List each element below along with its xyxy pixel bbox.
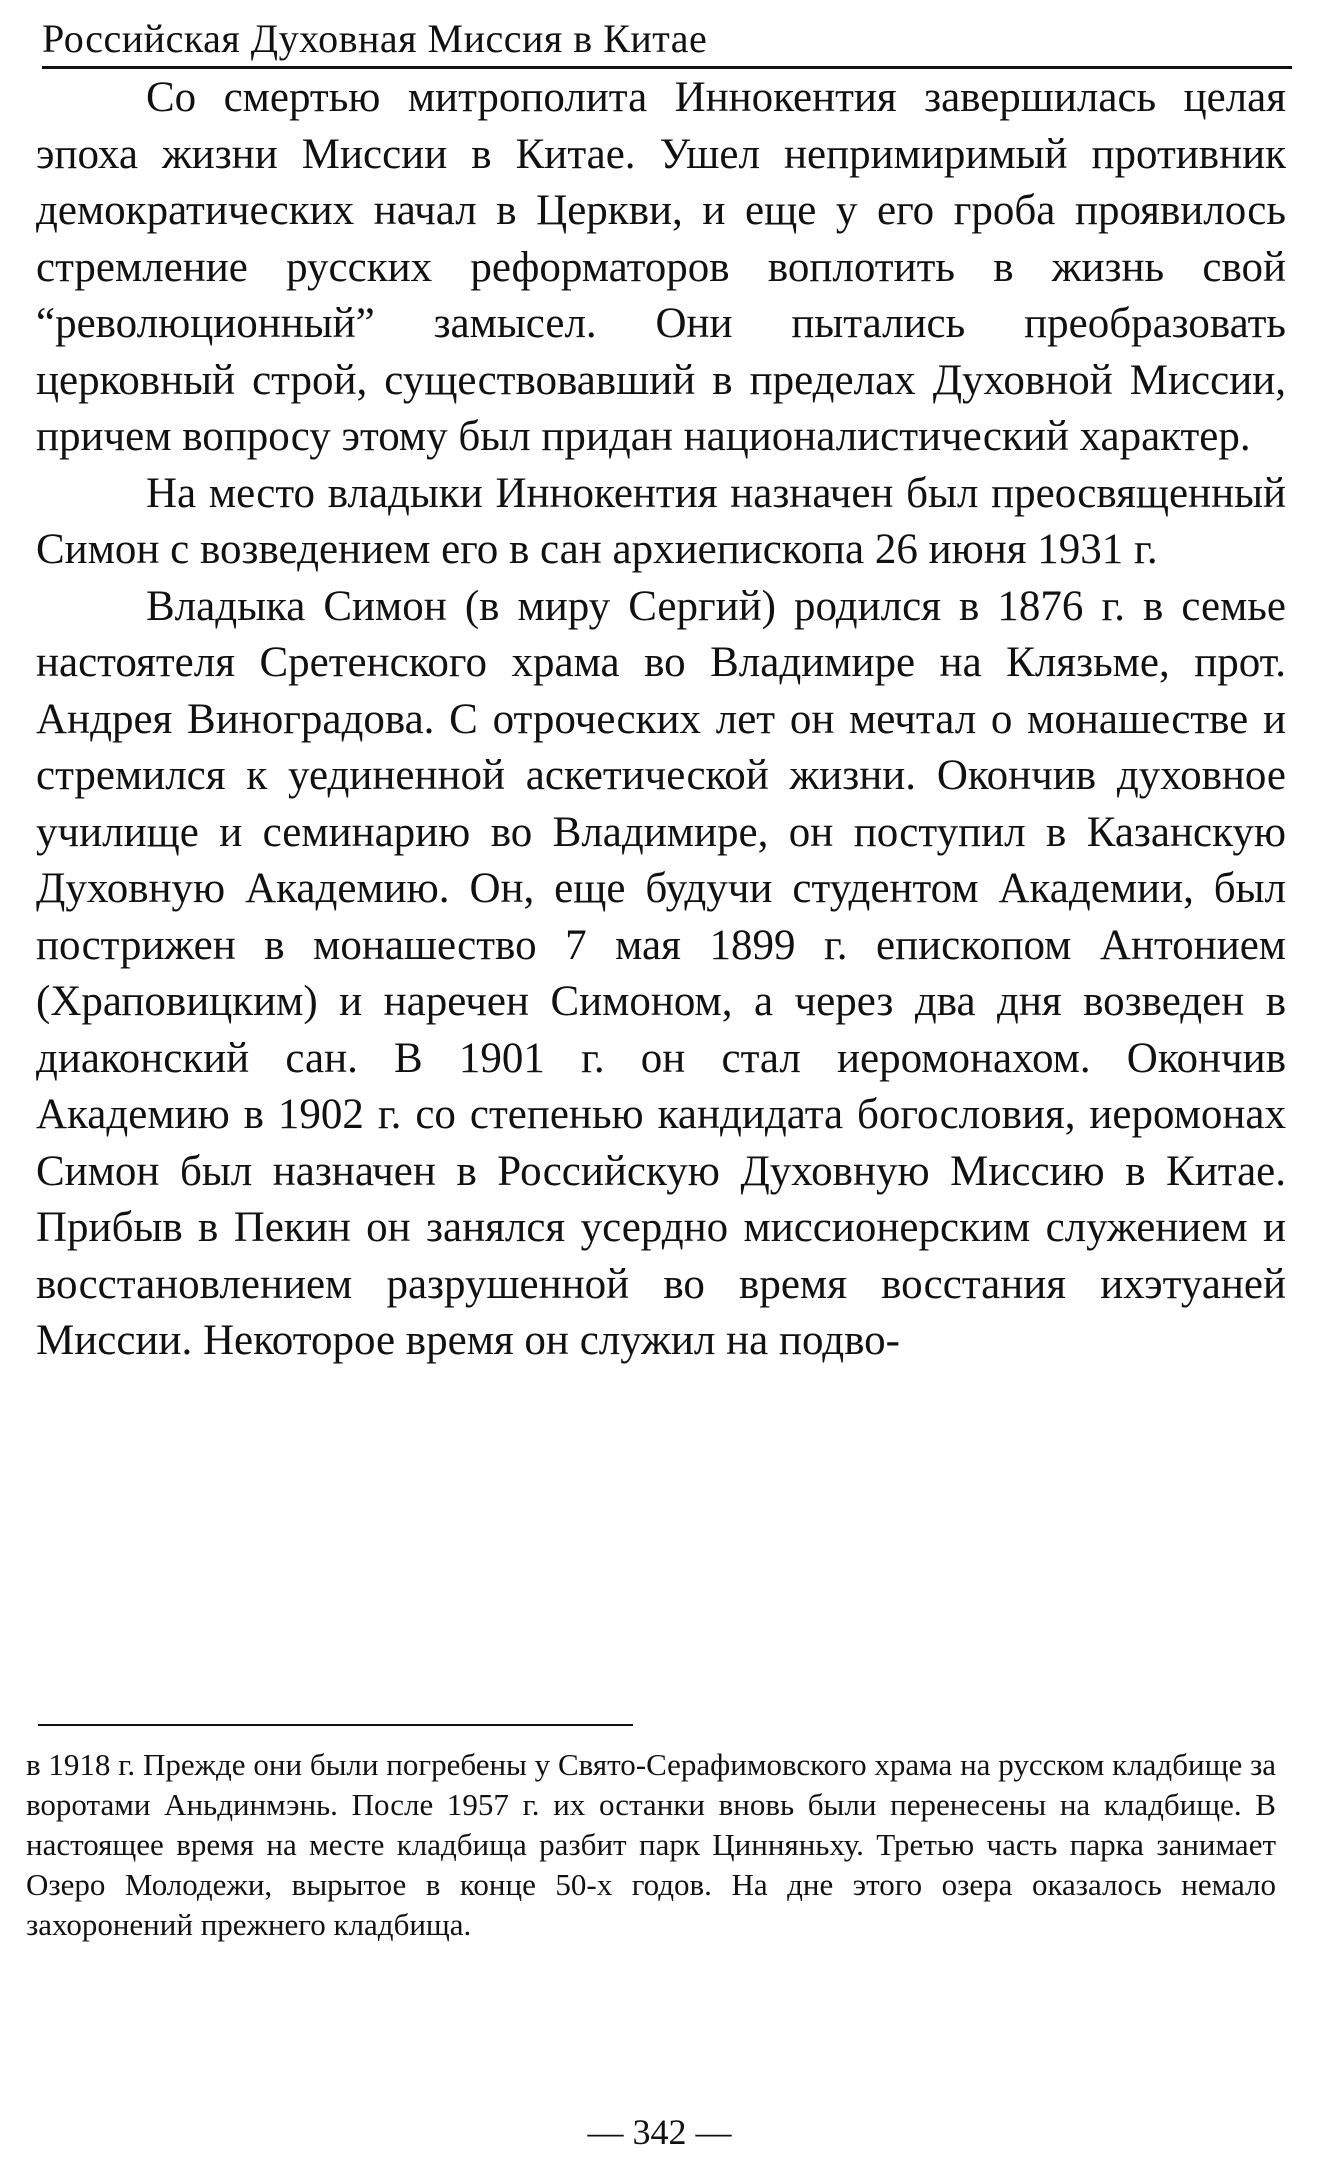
paragraph: Со смертью митрополита Иннокентия завершилась целая эпоха жизни Миссии в Китае. Ушел непримиримый противник демократических начал в Церкви, и еще у его гроба проявилось стремление русских реформаторов воплотить в жизнь свой “революционный” замысел. Они пытались преобразовать церковный строй, существовавший в пределах Духовной Миссии, причем вопросу этому был придан националистический характер. xyxy=(36,74,1286,460)
paragraph: Владыка Симон (в миру Сергий) родился в 1876 г. в семье настоятеля Сретенского храма во Владимире на Клязьме, прот. Андрея Виноградова. С отроческих лет он мечтал о монашестве и стремился к уединенной аскетической жизни. Окончив духовное училище и семинарию во Владимире, он поступил в Казанскую Духовную Академию. Он, еще будучи студентом Академии, был пострижен в монашество 7 мая 1899 г. епископом Антонием (Храповицким) и наречен Симоном, а через два дня возведен в диаконский сан. В 1901 г. он стал иеромонахом. Окончив Академию в 1902 г. со степенью кандидата богословия, иеромонах Симон был назначен в Российскую Духовную Миссию в Китае. Прибыв в Пекин он занялся усердно миссионерским служением и восстановлением разрушенной во время восстания ихэтуаней Миссии. Некоторое время он служил на подво- xyxy=(36,582,1286,1364)
paragraph: На место владыки Иннокентия назначен был преосвященный Симон с возведением его в сан архиепископа 26 июня 1931 г. xyxy=(36,469,1286,573)
footnote-rule xyxy=(38,1724,633,1726)
header-rule xyxy=(42,66,1292,69)
footnote: в 1918 г. Прежде они были погребены у Свято-Серафимовского храма на русском кладбище за воротами Аньдинмэнь. После 1957 г. их останки вновь были перенесены на кладбище. В настоящее время на месте кладбища разбит парк Цинняньху. Третью часть парка занимает Озеро Молодежи, вырытое в конце 50-х годов. На дне этого озера оказалось немало захоронений прежнего кладбища. xyxy=(26,1747,1276,1942)
running-head: Российская Духовная Миссия в Китае xyxy=(42,16,708,61)
page-number: — 342 — xyxy=(587,2112,732,2152)
main-text xyxy=(36,70,1286,1370)
